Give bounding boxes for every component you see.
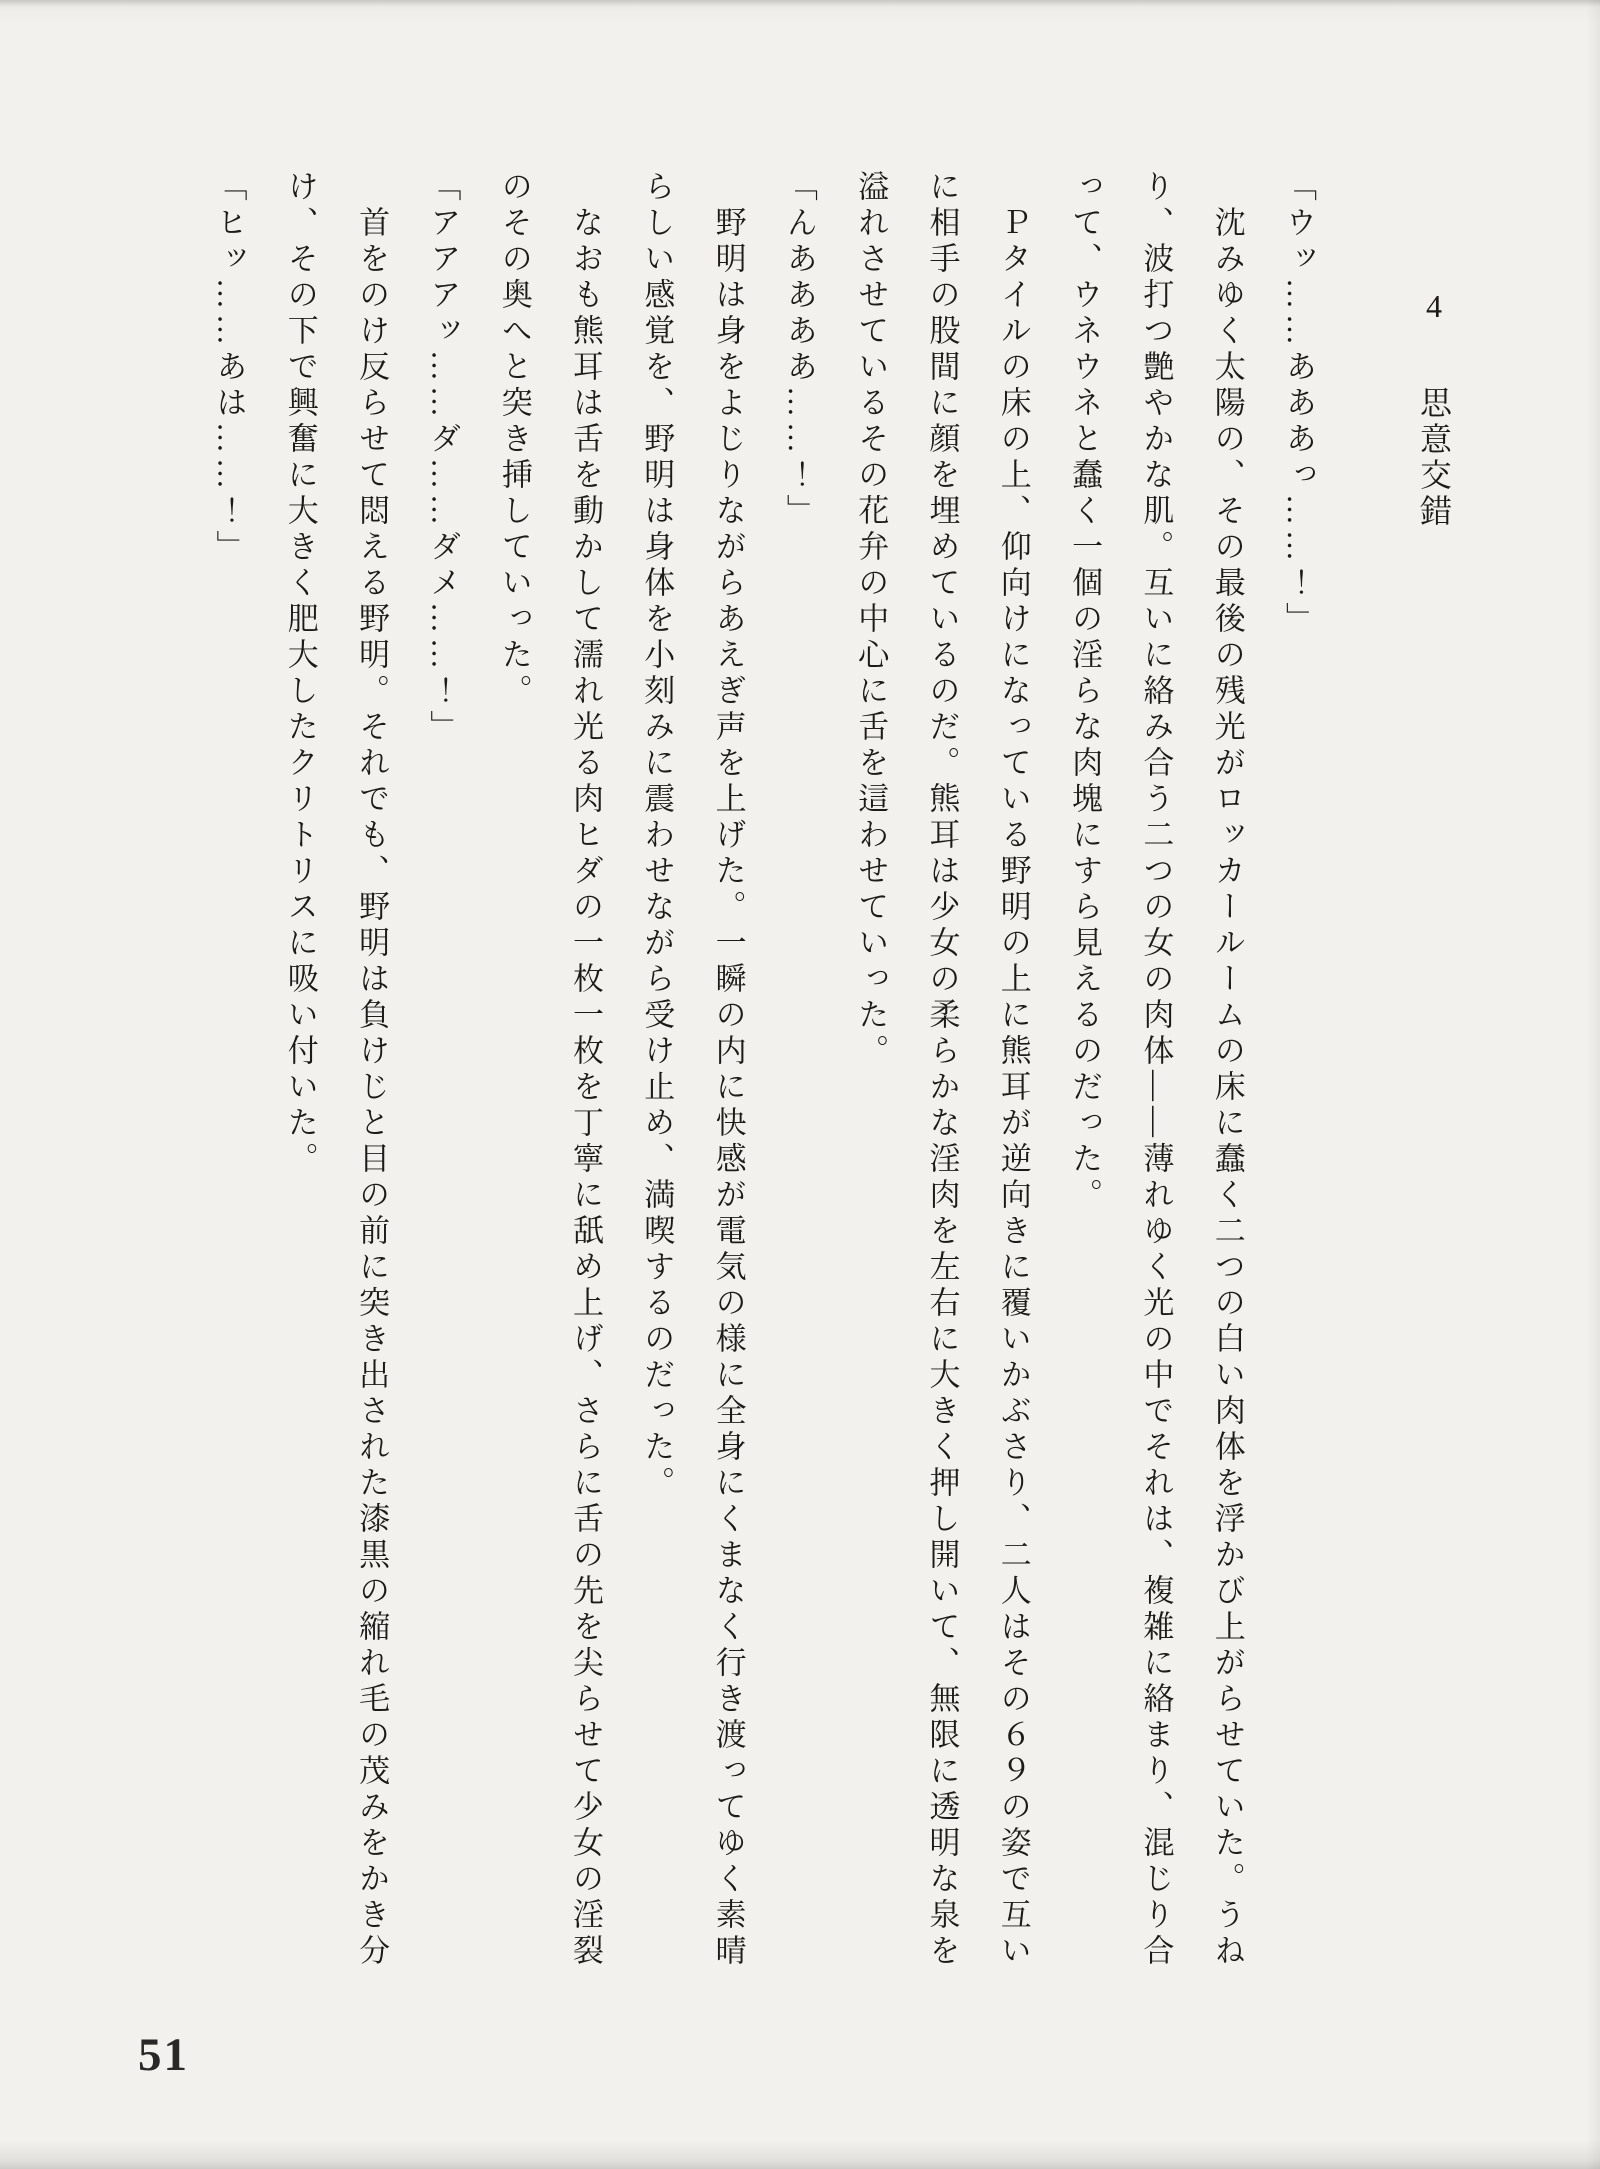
text-column-3: り、波打つ艶やかな肌。互いに絡み合う二つの女の肉体――薄れゆく光の中でそれは、複雑に絡まり、混じり合: [1138, 170, 1174, 1970]
text-column-13: 「アアアッ……ダ……ダメ……！」: [425, 170, 461, 746]
text-column-7: 溢れさせているその花弁の中心に舌を這わせていった。: [853, 170, 889, 1070]
text-column-10: らしい感覚を、野明は身体を小刻みに震わせながら受け止め、満喫するのだった。: [639, 170, 675, 1502]
text-column-4: って、ウネウネと蠢く一個の淫らな肉塊にすら見えるのだった。: [1067, 170, 1103, 1214]
text-column-11: なおも熊耳は舌を動かして濡れ光る肉ヒダの一枚一枚を丁寧に舐め上げ、さらに舌の先を尖らせて少女の淫裂: [568, 170, 603, 1970]
chapter-heading: [1415, 288, 1451, 530]
text-column-2: 沈みゆく太陽の、その最後の残光がロッカールームの床に蠢く二つの白い肉体を浮かび上がらせていた。うね: [1209, 170, 1245, 1970]
text-column-6: に相手の股間に顔を埋めているのだ。熊耳は少女の柔らかな淫肉を左右に大きく押し開いて、無限に透明な泉を: [924, 170, 960, 1970]
text-column-5: Ｐタイルの床の上、仰向けになっている野明の上に熊耳が逆向きに覆いかぶさり、二人はその６９の姿で互い: [995, 170, 1031, 1970]
text-column-15: け、その下で興奮に大きく肥大したクリトリスに吸い付いた。: [282, 170, 318, 1178]
text-column-8: 「んああああ……！」: [781, 170, 817, 530]
text-column-14: 首をのけ反らせて悶える野明。それでも、野明は負けじと目の前に突き出された漆黒の縮れ毛の茂みをかき分: [354, 170, 390, 1970]
page-number: 51: [138, 2029, 189, 2081]
chapter-number: 4: [1416, 288, 1452, 328]
text-column-1: 「ウッ……あああっ……！」: [1281, 170, 1316, 638]
chapter-title: 思意交錯: [1416, 386, 1452, 530]
text-column-9: 野明は身をよじりながらあえぎ声を上げた。一瞬の内に快感が電気の様に全身にくまなく行き渡ってゆく素晴: [710, 170, 746, 1970]
text-column-16: 「ヒッ……あは……！」: [211, 170, 247, 566]
text-column-12: のその奥へと突き挿していった。: [496, 170, 532, 710]
